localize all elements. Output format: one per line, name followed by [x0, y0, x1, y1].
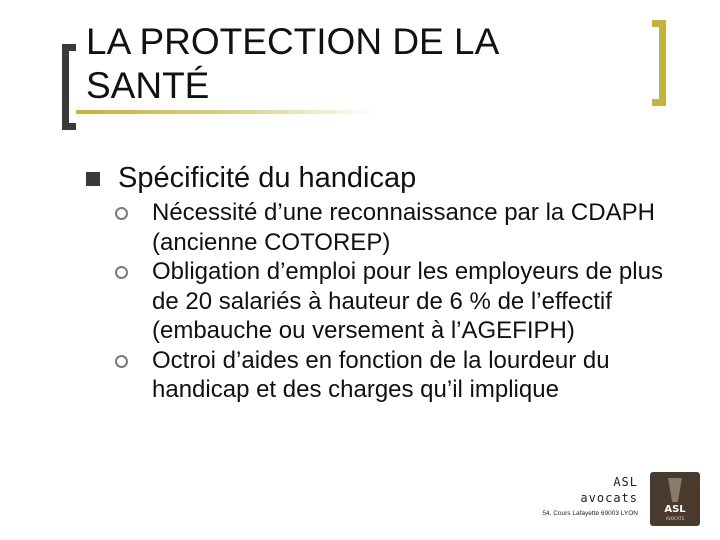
- list-item: [115, 257, 685, 346]
- circle-bullet-icon: [115, 355, 128, 368]
- title-bracket-right: [652, 20, 666, 106]
- firm-name-line1: ASL: [613, 475, 638, 489]
- list-item: [115, 346, 685, 405]
- section-heading: Spécificité du handicap: [118, 162, 417, 194]
- circle-bullet-icon: [115, 266, 128, 279]
- firm-address: 54, Cours Lafayette 69003 LYON: [542, 510, 638, 517]
- circle-bullet-icon: [115, 207, 128, 220]
- title-bracket-left: [62, 44, 76, 130]
- firm-name-line2: avocats: [580, 491, 638, 505]
- logo-emblem-icon: [668, 478, 682, 502]
- list-item-text: Nécessité d’une reconnaissance par la CDAPH (ancienne COTOREP): [152, 199, 655, 256]
- slide-title: LA PROTECTION DE LA SANTÉ: [86, 21, 498, 106]
- logo-text: ASL: [664, 504, 686, 515]
- footer-firm-info: [542, 474, 638, 518]
- sub-bullet-list: [115, 198, 685, 405]
- square-bullet-icon: [86, 172, 100, 186]
- list-item-text: Obligation d’emploi pour les employeurs de plus de 20 salariés à hauteur de 6 % de l’effectif (embauche ou versement à l’AGEFIPH): [152, 258, 663, 344]
- firm-logo: [650, 472, 700, 526]
- logo-subtext: AVOCATS: [665, 516, 685, 521]
- list-item: [115, 198, 685, 257]
- list-item-text: Octroi d’aides en fonction de la lourdeur du handicap et des charges qu’il implique: [152, 346, 610, 403]
- title-accent-line: [76, 110, 376, 114]
- firm-name: [542, 474, 638, 506]
